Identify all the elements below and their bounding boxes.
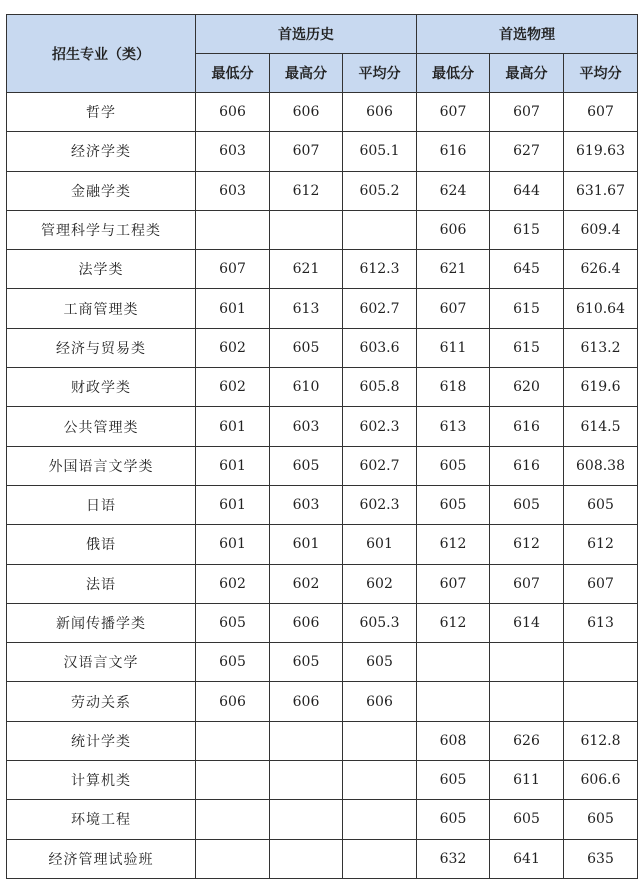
physics-min-cell: 607 bbox=[417, 564, 490, 603]
physics-min-cell: 605 bbox=[417, 800, 490, 839]
physics-max-cell: 616 bbox=[490, 407, 564, 446]
physics-max-cell: 607 bbox=[490, 93, 564, 132]
history-max-cell: 601 bbox=[270, 525, 343, 564]
physics-max-cell: 614 bbox=[490, 603, 564, 642]
history-max-cell bbox=[270, 839, 343, 878]
history-max-cell bbox=[270, 800, 343, 839]
header-physics-avg: 平均分 bbox=[564, 54, 638, 93]
history-max-cell: 613 bbox=[270, 289, 343, 328]
history-max-cell bbox=[270, 761, 343, 800]
table-row bbox=[7, 761, 638, 800]
physics-max-cell: 615 bbox=[490, 210, 564, 249]
history-avg-cell: 612.3 bbox=[343, 250, 417, 289]
physics-avg-cell: 631.67 bbox=[564, 171, 638, 210]
history-avg-cell bbox=[343, 800, 417, 839]
major-name-cell: 统计学类 bbox=[7, 721, 196, 760]
physics-min-cell: 613 bbox=[417, 407, 490, 446]
history-min-cell: 603 bbox=[196, 171, 270, 210]
physics-max-cell: 644 bbox=[490, 171, 564, 210]
physics-max-cell bbox=[490, 682, 564, 721]
history-min-cell: 607 bbox=[196, 250, 270, 289]
major-name-cell: 公共管理类 bbox=[7, 407, 196, 446]
physics-min-cell: 632 bbox=[417, 839, 490, 878]
major-name-cell: 经济管理试验班 bbox=[7, 839, 196, 878]
history-min-cell: 601 bbox=[196, 289, 270, 328]
major-name-cell: 劳动关系 bbox=[7, 682, 196, 721]
table-row bbox=[7, 93, 638, 132]
physics-avg-cell bbox=[564, 643, 638, 682]
physics-avg-cell: 605 bbox=[564, 485, 638, 524]
history-max-cell: 605 bbox=[270, 328, 343, 367]
table-header bbox=[7, 15, 638, 93]
history-max-cell: 602 bbox=[270, 564, 343, 603]
history-min-cell: 601 bbox=[196, 446, 270, 485]
physics-max-cell: 615 bbox=[490, 289, 564, 328]
history-avg-cell: 603.6 bbox=[343, 328, 417, 367]
history-min-cell: 601 bbox=[196, 525, 270, 564]
physics-avg-cell: 619.6 bbox=[564, 368, 638, 407]
history-min-cell: 602 bbox=[196, 564, 270, 603]
history-max-cell: 603 bbox=[270, 485, 343, 524]
history-min-cell: 606 bbox=[196, 682, 270, 721]
history-min-cell bbox=[196, 721, 270, 760]
physics-min-cell: 612 bbox=[417, 525, 490, 564]
physics-min-cell: 607 bbox=[417, 289, 490, 328]
physics-min-cell bbox=[417, 643, 490, 682]
history-min-cell: 601 bbox=[196, 407, 270, 446]
history-avg-cell: 602 bbox=[343, 564, 417, 603]
physics-max-cell: 605 bbox=[490, 800, 564, 839]
physics-max-cell: 612 bbox=[490, 525, 564, 564]
history-max-cell: 605 bbox=[270, 446, 343, 485]
physics-avg-cell: 613.2 bbox=[564, 328, 638, 367]
major-name-cell: 财政学类 bbox=[7, 368, 196, 407]
header-history-min: 最低分 bbox=[196, 54, 270, 93]
table-row bbox=[7, 564, 638, 603]
history-avg-cell: 606 bbox=[343, 682, 417, 721]
header-row-groups bbox=[7, 15, 638, 54]
physics-min-cell: 618 bbox=[417, 368, 490, 407]
score-table bbox=[6, 14, 638, 879]
header-history-group: 首选历史 bbox=[196, 15, 417, 54]
header-history-avg: 平均分 bbox=[343, 54, 417, 93]
history-avg-cell: 605.8 bbox=[343, 368, 417, 407]
physics-min-cell: 605 bbox=[417, 485, 490, 524]
physics-min-cell: 624 bbox=[417, 171, 490, 210]
physics-min-cell: 616 bbox=[417, 132, 490, 171]
header-physics-group: 首选物理 bbox=[417, 15, 638, 54]
physics-avg-cell: 606.6 bbox=[564, 761, 638, 800]
major-name-cell: 金融学类 bbox=[7, 171, 196, 210]
major-name-cell: 工商管理类 bbox=[7, 289, 196, 328]
history-avg-cell bbox=[343, 210, 417, 249]
history-max-cell: 612 bbox=[270, 171, 343, 210]
history-avg-cell: 605.1 bbox=[343, 132, 417, 171]
physics-avg-cell: 605 bbox=[564, 800, 638, 839]
physics-avg-cell: 619.63 bbox=[564, 132, 638, 171]
table-row bbox=[7, 525, 638, 564]
major-name-cell: 法学类 bbox=[7, 250, 196, 289]
history-max-cell: 603 bbox=[270, 407, 343, 446]
physics-min-cell: 605 bbox=[417, 761, 490, 800]
header-history-max: 最高分 bbox=[270, 54, 343, 93]
history-min-cell bbox=[196, 800, 270, 839]
physics-min-cell: 612 bbox=[417, 603, 490, 642]
table-row bbox=[7, 132, 638, 171]
history-max-cell: 606 bbox=[270, 603, 343, 642]
history-min-cell: 603 bbox=[196, 132, 270, 171]
physics-max-cell: 645 bbox=[490, 250, 564, 289]
physics-max-cell: 620 bbox=[490, 368, 564, 407]
history-min-cell bbox=[196, 210, 270, 249]
history-avg-cell bbox=[343, 721, 417, 760]
history-avg-cell: 605 bbox=[343, 643, 417, 682]
physics-min-cell: 607 bbox=[417, 93, 490, 132]
history-avg-cell bbox=[343, 839, 417, 878]
history-max-cell: 606 bbox=[270, 682, 343, 721]
table-row bbox=[7, 721, 638, 760]
table-row bbox=[7, 250, 638, 289]
history-min-cell: 601 bbox=[196, 485, 270, 524]
table-row bbox=[7, 368, 638, 407]
physics-max-cell: 605 bbox=[490, 485, 564, 524]
major-name-cell: 汉语言文学 bbox=[7, 643, 196, 682]
physics-avg-cell: 613 bbox=[564, 603, 638, 642]
history-avg-cell bbox=[343, 761, 417, 800]
history-min-cell bbox=[196, 839, 270, 878]
history-min-cell: 606 bbox=[196, 93, 270, 132]
physics-min-cell: 608 bbox=[417, 721, 490, 760]
table-row bbox=[7, 800, 638, 839]
history-min-cell: 602 bbox=[196, 328, 270, 367]
major-name-cell: 日语 bbox=[7, 485, 196, 524]
table-row bbox=[7, 839, 638, 878]
table-body bbox=[7, 93, 638, 879]
major-name-cell: 经济学类 bbox=[7, 132, 196, 171]
physics-avg-cell: 612.8 bbox=[564, 721, 638, 760]
history-avg-cell: 602.3 bbox=[343, 407, 417, 446]
physics-max-cell: 626 bbox=[490, 721, 564, 760]
header-physics-max: 最高分 bbox=[490, 54, 564, 93]
physics-min-cell bbox=[417, 682, 490, 721]
table-row bbox=[7, 603, 638, 642]
physics-max-cell: 641 bbox=[490, 839, 564, 878]
table-row bbox=[7, 171, 638, 210]
history-max-cell: 605 bbox=[270, 643, 343, 682]
physics-avg-cell: 610.64 bbox=[564, 289, 638, 328]
history-avg-cell: 605.3 bbox=[343, 603, 417, 642]
physics-avg-cell: 609.4 bbox=[564, 210, 638, 249]
table-row bbox=[7, 210, 638, 249]
history-max-cell: 606 bbox=[270, 93, 343, 132]
physics-avg-cell: 635 bbox=[564, 839, 638, 878]
history-min-cell: 602 bbox=[196, 368, 270, 407]
table-row bbox=[7, 407, 638, 446]
table-row bbox=[7, 446, 638, 485]
history-avg-cell: 606 bbox=[343, 93, 417, 132]
history-avg-cell: 602.7 bbox=[343, 446, 417, 485]
major-name-cell: 法语 bbox=[7, 564, 196, 603]
history-min-cell: 605 bbox=[196, 603, 270, 642]
major-name-cell: 经济与贸易类 bbox=[7, 328, 196, 367]
table-row bbox=[7, 485, 638, 524]
physics-max-cell bbox=[490, 643, 564, 682]
major-name-cell: 哲学 bbox=[7, 93, 196, 132]
history-avg-cell: 605.2 bbox=[343, 171, 417, 210]
table-row bbox=[7, 682, 638, 721]
physics-min-cell: 606 bbox=[417, 210, 490, 249]
header-major: 招生专业（类） bbox=[7, 15, 196, 93]
major-name-cell: 俄语 bbox=[7, 525, 196, 564]
history-avg-cell: 602.7 bbox=[343, 289, 417, 328]
history-max-cell: 607 bbox=[270, 132, 343, 171]
major-name-cell: 外国语言文学类 bbox=[7, 446, 196, 485]
history-avg-cell: 601 bbox=[343, 525, 417, 564]
physics-max-cell: 607 bbox=[490, 564, 564, 603]
major-name-cell: 计算机类 bbox=[7, 761, 196, 800]
physics-max-cell: 627 bbox=[490, 132, 564, 171]
header-physics-min: 最低分 bbox=[417, 54, 490, 93]
physics-max-cell: 611 bbox=[490, 761, 564, 800]
physics-avg-cell: 626.4 bbox=[564, 250, 638, 289]
physics-avg-cell: 614.5 bbox=[564, 407, 638, 446]
physics-avg-cell: 608.38 bbox=[564, 446, 638, 485]
history-max-cell bbox=[270, 210, 343, 249]
history-min-cell bbox=[196, 761, 270, 800]
history-max-cell: 621 bbox=[270, 250, 343, 289]
physics-avg-cell: 607 bbox=[564, 93, 638, 132]
physics-avg-cell: 612 bbox=[564, 525, 638, 564]
table-row bbox=[7, 643, 638, 682]
table-row bbox=[7, 289, 638, 328]
physics-max-cell: 615 bbox=[490, 328, 564, 367]
physics-max-cell: 616 bbox=[490, 446, 564, 485]
physics-min-cell: 621 bbox=[417, 250, 490, 289]
history-max-cell bbox=[270, 721, 343, 760]
physics-min-cell: 605 bbox=[417, 446, 490, 485]
history-max-cell: 610 bbox=[270, 368, 343, 407]
physics-avg-cell bbox=[564, 682, 638, 721]
major-name-cell: 新闻传播学类 bbox=[7, 603, 196, 642]
physics-avg-cell: 607 bbox=[564, 564, 638, 603]
history-avg-cell: 602.3 bbox=[343, 485, 417, 524]
major-name-cell: 管理科学与工程类 bbox=[7, 210, 196, 249]
table-row bbox=[7, 328, 638, 367]
history-min-cell: 605 bbox=[196, 643, 270, 682]
physics-min-cell: 611 bbox=[417, 328, 490, 367]
major-name-cell: 环境工程 bbox=[7, 800, 196, 839]
